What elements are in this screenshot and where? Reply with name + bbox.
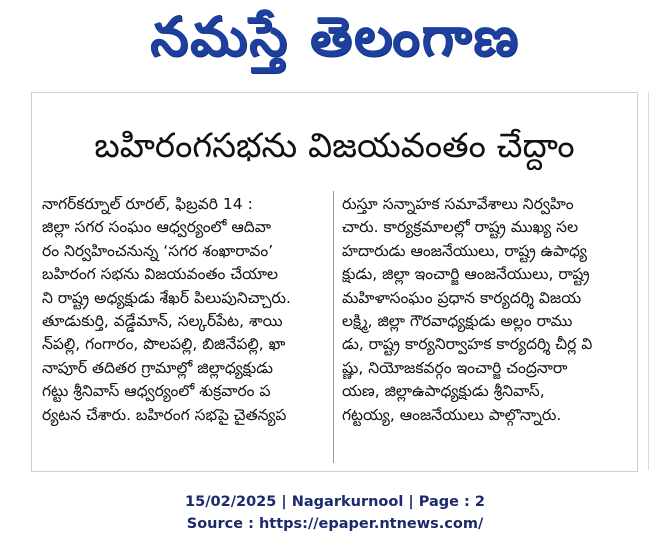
article-line: రం నిర్వహించనున్న ‘సగర శంఖారావం’ (42, 241, 274, 260)
article-line: న్‌పల్లి, గంగారం, పొలపల్లి, బిజినేపల్లి, ఖా (42, 335, 286, 354)
article-line: తూడుకుర్తి, వడ్డేమాన్, సల్కర్‌పేట, శాయి (42, 311, 283, 330)
article-headline: బహిరంగసభను విజయవంతం చేద్దాం (94, 126, 575, 166)
article-line: రుస్తూ సన్నాహక సమావేశాలు నిర్వహిం (342, 195, 574, 213)
column-divider (333, 191, 334, 463)
article-line: యణ, జిల్లాఉపాధ్యక్షుడు శ్రీనివాస్, (342, 382, 545, 401)
article-column-left (42, 193, 326, 427)
article-line: ష్ణు, నియోజకవర్గం ఇంచార్జి చంద్రనారా (342, 358, 568, 377)
article-line: ర్యటన చేశారు. బహిరంగ సభపై చైతన్యప (42, 405, 287, 424)
footer-date-line: 15/02/2025 | Nagarkurnool | Page : 2 (185, 494, 485, 510)
article-line: హదారుడు ఆంజనేయులు, రాష్ట్ర ఉపాధ్య (342, 241, 587, 260)
article-line: నాగర్‌కర్నూల్ రూరల్, ఫిబ్రవరి 14 : (42, 195, 253, 213)
article-column-right (342, 193, 626, 427)
article-line: నాపూర్ తదితర గ్రామాల్లో జిల్లాధ్యక్షుడు (42, 358, 274, 377)
article-clipping (31, 92, 638, 472)
article-line: క్షుడు, జిల్లా ఇంచార్జి ఆంజనేయులు, రాష్ట్ర (342, 265, 590, 284)
adjacent-article-strip (648, 92, 670, 470)
article-line: లక్ష్మి, జిల్లా గౌరవాధ్యక్షుడు అల్లం రాము (342, 311, 573, 330)
article-line: జిల్లా సగర సంఘం ఆధ్వర్యంలో ఆదివా (42, 218, 271, 237)
newspaper-logo-title: నమస్తే తెలంగాణ (150, 5, 520, 68)
footer-source-line: Source : https://epaper.ntnews.com/ (186, 516, 484, 532)
article-line: డు, రాష్ట్ర కార్యనిర్వాహక కార్యదర్శి చీర్ల వి (342, 335, 593, 354)
article-line: మహిళాసంఘం ప్రధాన కార్యదర్శి విజయ (342, 288, 582, 307)
article-line: గట్టు శ్రీనివాస్ ఆధ్వర్యంలో శుక్రవారం ప (42, 382, 271, 401)
article-line: ని రాష్ట్ర అధ్యక్షుడు శేఖర్ పిలుపునిచ్చారు. (42, 288, 291, 307)
masthead (0, 0, 670, 80)
article-line: గట్టయ్య, ఆంజనేయులు పాల్గొన్నారు. (342, 405, 562, 424)
article-line: చారు. కార్యక్రమాలల్లో రాష్ట్ర ముఖ్య సల (342, 218, 579, 237)
article-line: బహిరంగ సభను విజయవంతం చేయాల (42, 265, 279, 284)
cropped-previous-article (32, 93, 637, 109)
